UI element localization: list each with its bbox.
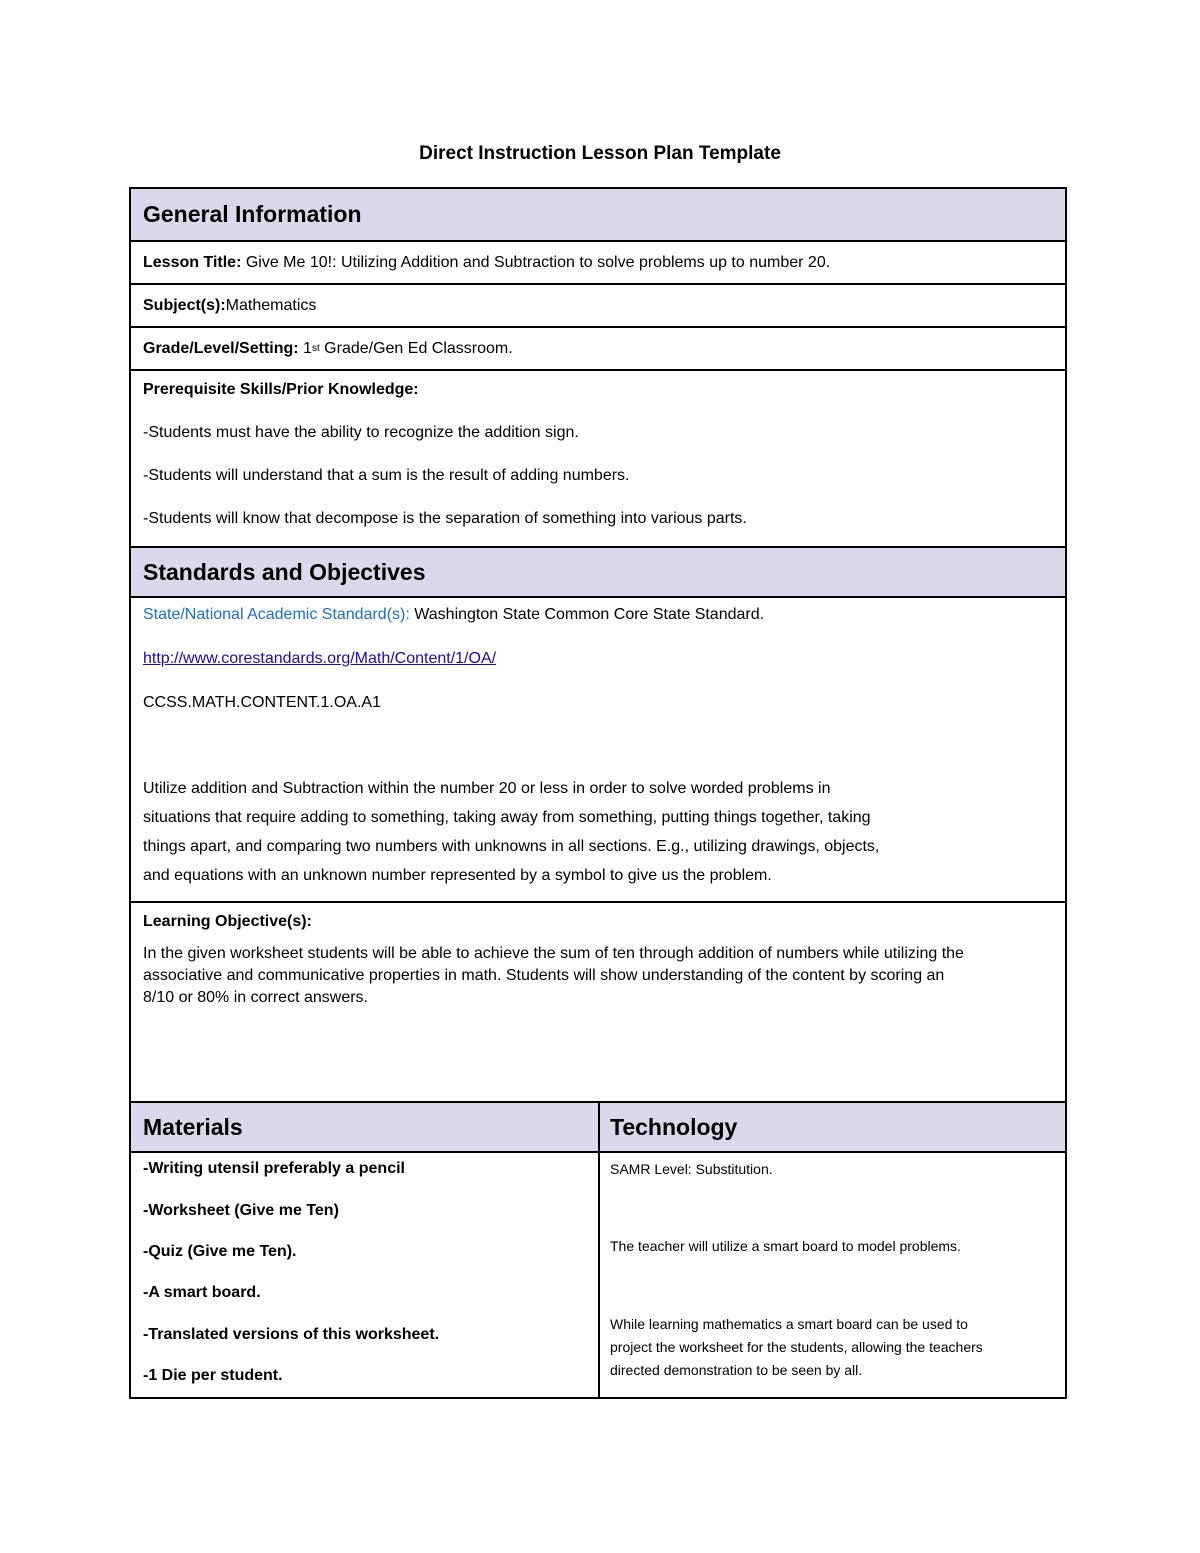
lesson-title-label: Lesson Title: [143, 253, 242, 271]
technology-project-line: While learning mathematics a smart board can be used to [610, 1316, 968, 1332]
technology-project-line: directed demonstration to be seen by all. [610, 1362, 863, 1378]
standards-heading: Standards and Objectives [143, 558, 426, 585]
subjects-row [131, 283, 1065, 326]
materials-item: -Writing utensil preferably a pencil [143, 1160, 405, 1177]
materials-technology-body [131, 1151, 1065, 1397]
prereq-item: -Students must have the ability to recognize the addition sign. [143, 424, 579, 441]
general-information-heading: General Information [143, 201, 362, 227]
state-standard-line [143, 601, 1053, 628]
state-standard-label: State/National Academic Standard(s): [143, 606, 410, 623]
materials-item: -Translated versions of this worksheet. [143, 1326, 440, 1343]
materials-list [131, 1153, 600, 1397]
prereq-item: -Students will know that decompose is the separation of something into various parts. [143, 510, 747, 527]
learning-objective-label: Learning Objective(s): [143, 913, 312, 930]
grade-label: Grade/Level/Setting: [143, 339, 299, 357]
prereq-item: -Students will understand that a sum is the result of adding numbers. [143, 467, 630, 484]
technology-project-line: project the worksheet for the students, allowing the teachers [610, 1339, 983, 1355]
standard-description [143, 774, 1053, 890]
lesson-title-value: Give Me 10!: Utilizing Addition and Subtraction to solve problems up to number 20. [241, 253, 831, 271]
materials-item: -1 Die per student. [143, 1367, 283, 1384]
technology-content [600, 1153, 1065, 1397]
materials-technology-header [131, 1101, 1065, 1151]
grade-row [131, 326, 1065, 369]
lesson-title-row [131, 240, 1065, 283]
state-standard-value: Washington State Common Core State Standard. [409, 606, 765, 623]
subjects-value: Mathematics [225, 296, 317, 314]
materials-heading: Materials [143, 1113, 243, 1140]
learning-objective-text [143, 943, 1053, 1009]
materials-header [131, 1103, 600, 1151]
learning-objective-line: In the given worksheet students will be able to achieve the sum of ten through addition of numbers while utilizing the [143, 945, 964, 962]
prerequisite-label: Prerequisite Skills/Prior Knowledge: [143, 381, 419, 398]
standards-header [131, 546, 1065, 596]
prerequisite-row [131, 369, 1065, 546]
technology-project [610, 1313, 1055, 1382]
document-title: Direct Instruction Lesson Plan Template [419, 143, 781, 164]
materials-item: -A smart board. [143, 1284, 261, 1301]
core-standards-link[interactable]: http://www.corestandards.org/Math/Content/1/OA/ [143, 650, 497, 667]
technology-model: The teacher will utilize a smart board to model problems. [610, 1238, 961, 1254]
materials-item: -Quiz (Give me Ten). [143, 1243, 297, 1260]
samr-level: SAMR Level: Substitution. [610, 1161, 773, 1177]
standard-description-line: and equations with an unknown number represented by a symbol to give us the problem. [143, 867, 772, 884]
grade-value-sup: st [311, 343, 320, 354]
technology-heading: Technology [610, 1113, 738, 1140]
learning-objective-line: associative and communicative properties in math. Students will show understanding of the content by scoring an [143, 967, 945, 984]
standard-description-line: things apart, and comparing two numbers with unknowns in all sections. E.g., utilizing drawings, objects, [143, 838, 880, 855]
standard-code: CCSS.MATH.CONTENT.1.OA.A1 [143, 694, 381, 711]
standard-description-line: Utilize addition and Subtraction within the number 20 or less in order to solve worded problems in [143, 780, 831, 797]
grade-value-pre: 1 [298, 339, 312, 357]
learning-objective-row [131, 901, 1065, 1101]
general-information-header [131, 189, 1065, 240]
standard-description-line: situations that require adding to something, taking away from something, putting things together, taking [143, 809, 871, 826]
standards-row [131, 596, 1065, 901]
technology-header [600, 1103, 1065, 1151]
learning-objective-line: 8/10 or 80% in correct answers. [143, 989, 368, 1006]
lesson-plan-table [129, 187, 1067, 1399]
materials-item: -Worksheet (Give me Ten) [143, 1202, 339, 1219]
grade-value-post: Grade/Gen Ed Classroom. [319, 339, 513, 357]
subjects-label: Subject(s): [143, 296, 226, 314]
